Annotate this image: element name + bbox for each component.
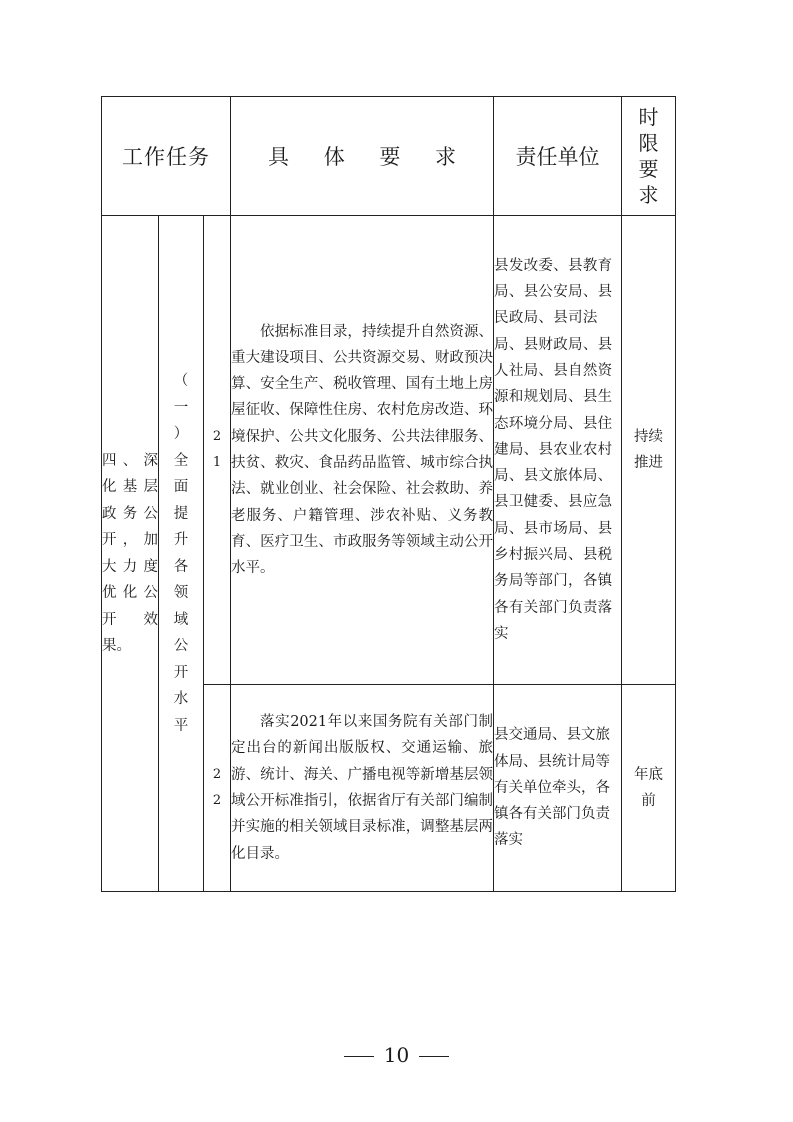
footer-dash-right — [419, 1056, 449, 1057]
vertical-char: 要 — [638, 157, 659, 181]
vertical-char: 求 — [638, 183, 659, 207]
vertical-char: ） — [173, 426, 189, 442]
vertical-char: 域 — [173, 611, 189, 628]
row-number-cell — [204, 216, 231, 685]
vertical-char: 平 — [173, 717, 189, 734]
vertical-char: 提 — [173, 505, 189, 522]
time-cell — [622, 216, 676, 685]
vertical-char: 面 — [173, 479, 189, 495]
header-requirement: 具 体 要 求 — [231, 97, 494, 216]
row-number — [204, 424, 230, 476]
header-unit: 责任单位 — [494, 97, 622, 216]
vertical-char: 2 — [212, 767, 222, 782]
vertical-char: 时 — [638, 105, 659, 129]
vertical-char: 公 — [173, 638, 189, 654]
subcategory-vertical — [159, 368, 203, 739]
page-footer — [0, 1043, 793, 1067]
unit-cell: 县交通局、县文旅体局、县统计局等有关单位牵头，各镇各有关部门负责落实 — [494, 685, 622, 892]
page-number: 10 — [383, 1043, 410, 1067]
header-time — [622, 97, 676, 216]
vertical-char: 领 — [173, 585, 189, 601]
vertical-char: 水 — [173, 691, 189, 707]
time-text: 年底前 — [634, 767, 664, 809]
requirement-text: 落实2021年以来国务院有关部门制定出台的新闻出版版权、交通运输、旅游、统计、海关、广播电视等新增基层领域公开标准指引，依据省厅有关部门编制并实施的相关领域目录标准，调整基层两化目录。 — [231, 714, 494, 862]
requirement-cell — [231, 216, 494, 685]
table-row — [102, 216, 676, 685]
table-header-row — [102, 97, 676, 216]
category-cell: 四、深化基层政务公开，加大力度优化公开效果。 — [102, 216, 159, 892]
time-cell — [622, 685, 676, 892]
vertical-char: 限 — [638, 131, 659, 155]
task-table — [101, 96, 676, 892]
footer-dash-left — [344, 1056, 374, 1057]
vertical-char: （ — [173, 373, 189, 389]
time-text: 持续推进 — [634, 429, 664, 471]
requirement-cell — [231, 685, 494, 892]
header-task: 工作任务 — [102, 97, 231, 216]
vertical-char: 一 — [173, 399, 189, 416]
subcategory-cell — [159, 216, 204, 892]
row-number-cell — [204, 685, 231, 892]
vertical-char: 升 — [173, 532, 189, 548]
vertical-char: 1 — [212, 455, 222, 470]
vertical-char: 2 — [212, 429, 222, 444]
requirement-text: 依据标准目录，持续提升自然资源、重大建设项目、公共资源交易、财政预决算、安全生产、税收管理、国有土地上房屋征收、保障性住房、农村危房改造、环境保护、公共文化服务、公共法律服务、扶贫、救灾、食品药品监管、城市综合执法、就业创业、社会保险、社会救助、养老服务、户籍管理、涉农补贴、义务教育、医疗卫生、市政服务等领域主动公开水平。 — [231, 323, 494, 577]
vertical-char: 各 — [173, 558, 189, 575]
unit-cell: 县发改委、县教育局、县公安局、县民政局、县司法局、县财政局、县人社局、县自然资源和规划局、县生态环境分局、县住建局、县农业农村局、县文旅体局、县卫健委、县应急局、县市场局、县乡村振兴局、县税务局等部门，各镇各有关部门负责落实 — [494, 216, 622, 685]
vertical-char: 全 — [173, 452, 189, 469]
vertical-char: 开 — [173, 664, 189, 681]
row-number — [204, 762, 230, 814]
vertical-char: 2 — [212, 793, 222, 808]
header-time-vertical — [622, 104, 675, 208]
